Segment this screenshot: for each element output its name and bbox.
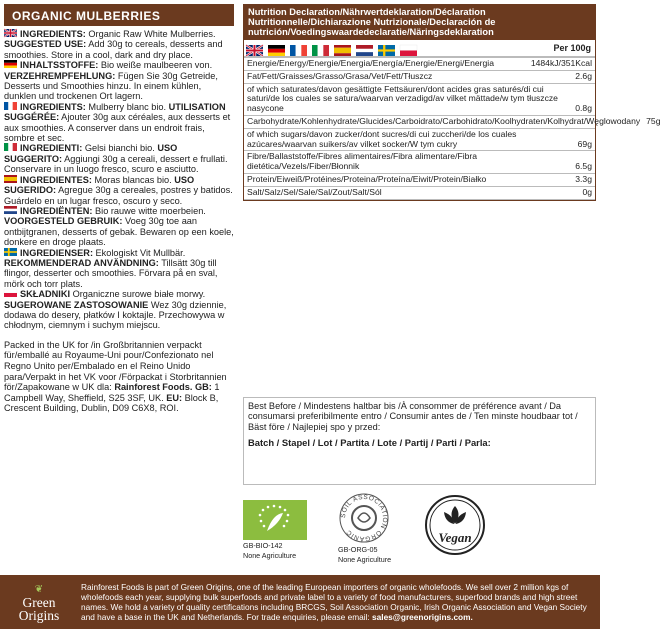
- fr-flag-icon: [4, 102, 17, 110]
- nutrient-label: Energie/Energy/Energie/Energia/Energía/Energie/Energi/Energia: [247, 58, 494, 68]
- nutrient-value: 6.5g: [575, 161, 592, 172]
- soil-association-icon: [338, 492, 390, 544]
- eu-organic-leaf-icon: [243, 500, 307, 540]
- es-flag-icon: [334, 43, 351, 54]
- ingredient-block-nl: INGREDIËNTEN: Bio rauwe witte moerbeien. VOORGESTELD GEBRUIK: Voeg 30g toe aan ontbijtgranen, desserts of gebak. Bewaren op een koele, donkere en droge plaats.: [4, 205, 234, 248]
- green-origins-logo: ❦ Green Origins: [0, 583, 75, 622]
- pl-flag-icon: [4, 289, 17, 297]
- ingredient-block-es: INGREDIENTES: Moras blancas bio. USO SUGERIDO: Agregue 30g a cereales, postres y batidos. Guárdelo en un lugar fresco, oscuro y seco.: [4, 174, 233, 206]
- se-flag-icon: [4, 248, 17, 256]
- nutrient-label: Protein/Eiweiß/Protéines/Proteina/Proteína/Eiwit/Protein/Białko: [247, 173, 487, 184]
- footer-description: Rainforest Foods is part of Green Origins, one of the leading European importers of organic wholefoods. We sell over 2 million kgs of wholefoods each year, supplying bulk superfoods and private label to a variety of food manufacturers, superfood brands and high street names. We hold a variety of quality certifications including BRCGS, Soil Association Organic, Irish Organic Association and Vegan Society and have a base in the UK and Netherlands. For trade enquiries, please email: sales@greenorigins.com.: [81, 582, 587, 622]
- nutrient-label: of which sugars/davon zucker/dont sucres/di cui zuccheri/de los cuales azúcares/waarvan suikers/av vilket socker/W tym cukry: [247, 128, 517, 149]
- nutrition-rows: [244, 57, 661, 200]
- nutrient-label: Fibre/Ballaststoffe/Fibres alimentaires/Fibra alimentare/Fibra dietética/Vezels/Fiber/Błonnik: [247, 151, 478, 172]
- sales-email-link[interactable]: sales@greenorigins.com.: [372, 612, 473, 622]
- best-before-label: Best Before / Mindestens haltbar bis /À consommer de préférence avant / Da consumarsi preferibilmente entro / Consumir antes de / Ten minste houdbaar tot / Bäst före / Najlepiej spo y przed:: [248, 401, 578, 432]
- ingredient-block-it: INGREDIENTI: Gelsi bianchi bio. USO SUGGERITO: Aggiungi 30g a cereali, dessert e frullati. Conservare in un luogo fresco, scuro e asciutto.: [4, 143, 228, 175]
- ingredient-block-de: INHALTSSTOFFE: Bio weiße maulbeeren von. VERZEHREMPFEHLUNG: Fügen Sie 30g Getreide, Desserts und Smoothies hinzu. In einem kühlen, dunklen und trockenen Ort lagern.: [4, 60, 218, 102]
- se-flag-icon: [378, 43, 395, 54]
- nutrient-label: Fat/Fett/Graisses/Grasso/Grasa/Vet/Fett/Tłuszcz: [247, 70, 433, 81]
- nutrient-value: 1484kJ/351Kcal: [530, 58, 592, 68]
- pl-flag-icon: [400, 43, 417, 54]
- nutrient-label: Salt/Salz/Sel/Sale/Sal/Zout/Salt/Sól: [247, 186, 382, 197]
- nutrition-row: [244, 174, 595, 187]
- best-before-box: [243, 397, 596, 485]
- nutrition-header: Nutrition Declaration/Nährwertdeklaration/Déclaration Nutritionnelle/Dichiarazione Nutrizionale/Declaración de nutrición/Voedingswaardedeclaratie/Näringsdeklaration: [244, 5, 595, 40]
- nutrition-row: [244, 115, 661, 129]
- footer-bar: [0, 575, 600, 629]
- eu-organic-logo: [243, 500, 307, 560]
- nutrition-row: [244, 187, 595, 200]
- ingredient-block-fr: INGREDIENTS: Mulberry blanc bio. UTILISATION SUGGÉRÉE: Ajouter 30g aux céréales, aux desserts et aux smoothies. A conserver dans un endroit frais, sombre et sec.: [4, 101, 231, 144]
- soil-code: GB-ORG-05: [338, 545, 378, 554]
- it-flag-icon: [312, 43, 329, 54]
- ingredient-block-pl: SKŁADNIKI Organiczne surowe białe morwy. SUGEROWANE ZASTOSOWANIE Wez 30g dziennie, dodawa do desery, płatków I koktajle. Przechowywa w chłodnym, ciemnym i suchym miejscu.: [4, 289, 227, 331]
- de-flag-icon: [268, 43, 285, 54]
- ingredient-block-se: INGREDIENSER: Ekologiskt Vit Mullbär. REKOMMENDERAD ANVÄNDNING: Tillsätt 30g till flingor, desserter och smoothies. Förvara på en sval, mörk och torr plats.: [4, 247, 218, 289]
- ingredient-block-uk: INGREDIENTS: Organic Raw White Mulberries. SUGGESTED USE: Add 30g to cereals, desserts and smoothies. Store in a cool, dark and dry place.: [4, 29, 223, 60]
- nutrient-label: of which saturates/davon gesättigte Fettsäuren/dont acides gras saturés/di cui saturi/de los cuales se satura/waarvan verzadigd/av vilket mättade/w tym tłuszcze nasycone: [247, 83, 558, 114]
- soil-agriculture: None Agriculture: [338, 555, 392, 565]
- nutrition-flags-row: [244, 40, 595, 57]
- es-flag-icon: [4, 175, 17, 183]
- nutrient-value: 69g: [577, 138, 592, 149]
- nutrition-row: [244, 57, 595, 71]
- nutrition-table: [243, 4, 661, 201]
- leaf-icon: ❦: [34, 583, 44, 595]
- nutrient-value: 2.6g: [575, 70, 592, 81]
- per-100g-label: Per 100g: [553, 43, 591, 53]
- ingredients-list: [4, 29, 234, 331]
- uk-flag-icon: [4, 29, 17, 37]
- product-title: ORGANIC MULBERRIES: [4, 4, 234, 26]
- soil-association-logo: [338, 492, 391, 564]
- de-flag-icon: [4, 60, 17, 68]
- eu-agriculture: None Agriculture: [243, 551, 297, 561]
- nutrient-value: 75g: [646, 115, 661, 126]
- batch-label: Batch / Stapel / Lot / Partita / Lote / Partij / Parti / Parla:: [248, 437, 491, 449]
- nutrition-row: [244, 151, 595, 174]
- eu-code: GB-BIO-142: [243, 541, 283, 550]
- nutrient-value: 3.3g: [575, 173, 592, 184]
- it-flag-icon: [4, 143, 17, 151]
- nl-flag-icon: [4, 206, 17, 214]
- svg-text:Vegan: Vegan: [438, 530, 472, 545]
- ingredients-column: [4, 4, 234, 414]
- nl-flag-icon: [356, 43, 373, 54]
- fr-flag-icon: [290, 43, 307, 54]
- nutrient-value: 0g: [582, 186, 592, 197]
- svg-text:SOIL ASSOCIATION ORGANIC: SOIL ASSOCIATION ORGANIC: [339, 493, 389, 543]
- nutrient-value: 0.8g: [575, 103, 592, 114]
- vegan-sunflower-icon: [424, 494, 486, 556]
- vegan-society-logo: [424, 494, 486, 556]
- nutrient-label: Carbohydrate/Kohlenhydrate/Glucides/Carboidrato/Carbohidrato/Koolhydraten/Kolhydrat/Węglowodany: [247, 115, 641, 126]
- uk-flag-icon: [246, 43, 263, 54]
- nutrition-row: [244, 129, 595, 152]
- packed-info: Packed in the UK for /in Großbritannien verpackt für/emballé au Royaume-Uni pour/Confezionato nel Regno Unito per/Embalado en el Reino Unido para/Verpakt in het VK voor /Förpackat i Storbritannien för/Zapakowane w UK dla: Rainforest Foods. GB: 1 Campbell Way, Sheffield, S25 3SF, UK. EU: Block B, Crescent Building, Dublin, D09 C6X8, ROI.: [4, 339, 227, 414]
- nutrition-row: [244, 71, 595, 84]
- nutrition-row: [244, 84, 595, 116]
